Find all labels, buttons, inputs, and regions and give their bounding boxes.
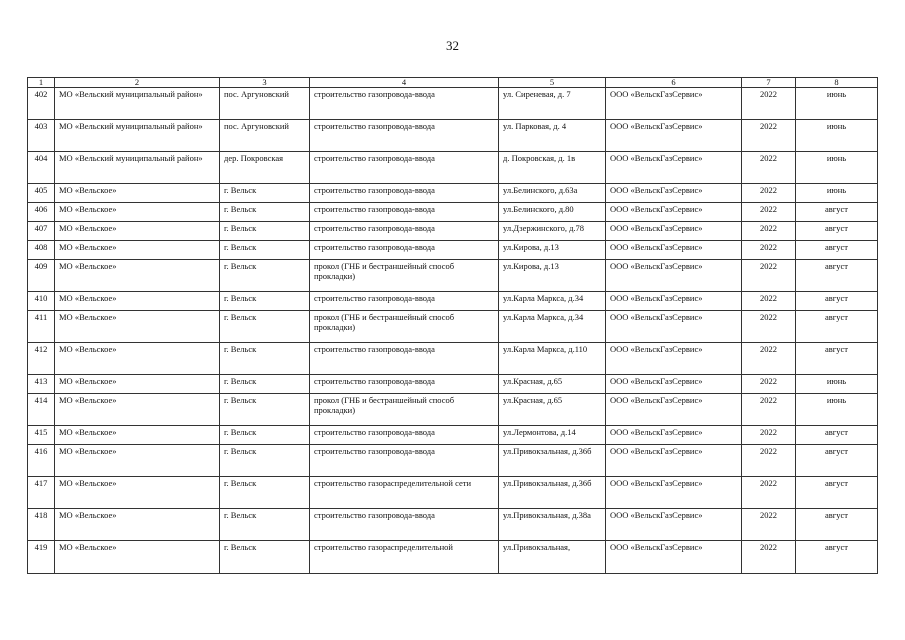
settlement-cell: г. Вельск (220, 203, 310, 222)
municipality-cell: МО «Вельское» (55, 509, 220, 541)
settlement-cell: г. Вельск (220, 477, 310, 509)
table-row (28, 222, 878, 241)
year-cell: 2022 (742, 292, 796, 311)
work-type-cell: строительство газопровода-ввода (310, 343, 499, 375)
address-cell: ул. Сиреневая, д. 7 (499, 88, 606, 120)
address-cell: ул.Кирова, д.13 (499, 241, 606, 260)
row-number-cell: 406 (28, 203, 55, 222)
municipality-cell: МО «Вельское» (55, 343, 220, 375)
row-number-cell: 405 (28, 184, 55, 203)
municipality-cell: МО «Вельский муниципальный район» (55, 152, 220, 184)
year-cell: 2022 (742, 241, 796, 260)
month-cell: август (796, 311, 878, 343)
contractor-cell: ООО «ВельскГазСервис» (606, 203, 742, 222)
work-type-cell: строительство газопровода-ввода (310, 375, 499, 394)
contractor-cell: ООО «ВельскГазСервис» (606, 477, 742, 509)
municipality-cell: МО «Вельское» (55, 426, 220, 445)
month-cell: август (796, 426, 878, 445)
table-row (28, 541, 878, 574)
year-cell: 2022 (742, 541, 796, 574)
municipality-cell: МО «Вельское» (55, 292, 220, 311)
work-type-cell: строительство газопровода-ввода (310, 241, 499, 260)
municipality-cell: МО «Вельское» (55, 394, 220, 426)
municipality-cell: МО «Вельское» (55, 541, 220, 574)
column-header: 2 (55, 78, 220, 88)
municipality-cell: МО «Вельское» (55, 445, 220, 477)
work-type-cell: строительство газопровода-ввода (310, 120, 499, 152)
table-row (28, 152, 878, 184)
month-cell: август (796, 509, 878, 541)
work-type-cell: строительство газопровода-ввода (310, 292, 499, 311)
column-header: 8 (796, 78, 878, 88)
settlement-cell: г. Вельск (220, 292, 310, 311)
table-header-row (28, 78, 878, 88)
month-cell: август (796, 477, 878, 509)
month-cell: июнь (796, 394, 878, 426)
year-cell: 2022 (742, 375, 796, 394)
column-header: 4 (310, 78, 499, 88)
column-header: 3 (220, 78, 310, 88)
address-cell: ул.Красная, д.65 (499, 375, 606, 394)
year-cell: 2022 (742, 394, 796, 426)
address-cell: ул.Карла Маркса, д.110 (499, 343, 606, 375)
municipality-cell: МО «Вельское» (55, 477, 220, 509)
address-cell: ул.Карла Маркса, д.34 (499, 292, 606, 311)
address-cell: ул.Кирова, д.13 (499, 260, 606, 292)
work-type-cell: строительство газопровода-ввода (310, 426, 499, 445)
contractor-cell: ООО «ВельскГазСервис» (606, 426, 742, 445)
table-row (28, 292, 878, 311)
table-row (28, 203, 878, 222)
row-number-cell: 402 (28, 88, 55, 120)
contractor-cell: ООО «ВельскГазСервис» (606, 375, 742, 394)
work-type-cell: строительство газопровода-ввода (310, 445, 499, 477)
work-type-cell: строительство газопровода-ввода (310, 509, 499, 541)
column-header: 7 (742, 78, 796, 88)
address-cell: ул.Лермонтова, д.14 (499, 426, 606, 445)
row-number-cell: 408 (28, 241, 55, 260)
address-cell: ул.Привокзальная, д.36б (499, 445, 606, 477)
address-cell: ул.Привокзальная, (499, 541, 606, 574)
column-header: 6 (606, 78, 742, 88)
year-cell: 2022 (742, 203, 796, 222)
row-number-cell: 403 (28, 120, 55, 152)
contractor-cell: ООО «ВельскГазСервис» (606, 184, 742, 203)
page-number: 32 (446, 38, 459, 53)
table-row (28, 394, 878, 426)
month-cell: август (796, 203, 878, 222)
year-cell: 2022 (742, 184, 796, 203)
address-cell: ул.Белинского, д.80 (499, 203, 606, 222)
contractor-cell: ООО «ВельскГазСервис» (606, 311, 742, 343)
settlement-cell: г. Вельск (220, 509, 310, 541)
settlement-cell: г. Вельск (220, 222, 310, 241)
year-cell: 2022 (742, 222, 796, 241)
year-cell: 2022 (742, 120, 796, 152)
month-cell: август (796, 445, 878, 477)
table-row (28, 311, 878, 343)
year-cell: 2022 (742, 509, 796, 541)
address-cell: ул. Парковая, д. 4 (499, 120, 606, 152)
year-cell: 2022 (742, 260, 796, 292)
settlement-cell: г. Вельск (220, 260, 310, 292)
table-body (28, 88, 878, 574)
row-number-cell: 417 (28, 477, 55, 509)
month-cell: июнь (796, 152, 878, 184)
municipality-cell: МО «Вельское» (55, 222, 220, 241)
contractor-cell: ООО «ВельскГазСервис» (606, 445, 742, 477)
row-number-cell: 409 (28, 260, 55, 292)
month-cell: август (796, 343, 878, 375)
month-cell: август (796, 292, 878, 311)
work-type-cell: строительство газораспределительной (310, 541, 499, 574)
table-row (28, 509, 878, 541)
settlement-cell: г. Вельск (220, 541, 310, 574)
address-cell: ул.Привокзальная, д.36б (499, 477, 606, 509)
row-number-cell: 411 (28, 311, 55, 343)
contractor-cell: ООО «ВельскГазСервис» (606, 222, 742, 241)
municipality-cell: МО «Вельское» (55, 375, 220, 394)
table-row (28, 445, 878, 477)
contractor-cell: ООО «ВельскГазСервис» (606, 260, 742, 292)
work-type-cell: строительство газопровода-ввода (310, 184, 499, 203)
gas-works-table (27, 77, 878, 574)
column-header: 1 (28, 78, 55, 88)
month-cell: июнь (796, 375, 878, 394)
work-type-cell: строительство газопровода-ввода (310, 152, 499, 184)
table-row (28, 375, 878, 394)
municipality-cell: МО «Вельский муниципальный район» (55, 88, 220, 120)
contractor-cell: ООО «ВельскГазСервис» (606, 241, 742, 260)
contractor-cell: ООО «ВельскГазСервис» (606, 152, 742, 184)
work-type-cell: прокол (ГНБ и бестраншейный способ прокладки) (310, 260, 499, 292)
municipality-cell: МО «Вельское» (55, 184, 220, 203)
settlement-cell: г. Вельск (220, 426, 310, 445)
contractor-cell: ООО «ВельскГазСервис» (606, 394, 742, 426)
month-cell: август (796, 260, 878, 292)
table-row (28, 343, 878, 375)
settlement-cell: г. Вельск (220, 184, 310, 203)
contractor-cell: ООО «ВельскГазСервис» (606, 541, 742, 574)
row-number-cell: 416 (28, 445, 55, 477)
address-cell: ул.Красная, д.65 (499, 394, 606, 426)
settlement-cell: г. Вельск (220, 343, 310, 375)
work-type-cell: прокол (ГНБ и бестраншейный способ прокладки) (310, 311, 499, 343)
address-cell: ул.Белинского, д.63а (499, 184, 606, 203)
table-row (28, 120, 878, 152)
settlement-cell: пос. Аргуновский (220, 88, 310, 120)
table-row (28, 241, 878, 260)
table-row (28, 184, 878, 203)
column-header: 5 (499, 78, 606, 88)
row-number-cell: 407 (28, 222, 55, 241)
year-cell: 2022 (742, 88, 796, 120)
settlement-cell: г. Вельск (220, 394, 310, 426)
contractor-cell: ООО «ВельскГазСервис» (606, 88, 742, 120)
contractor-cell: ООО «ВельскГазСервис» (606, 509, 742, 541)
year-cell: 2022 (742, 311, 796, 343)
municipality-cell: МО «Вельское» (55, 203, 220, 222)
table-row (28, 477, 878, 509)
settlement-cell: г. Вельск (220, 375, 310, 394)
row-number-cell: 418 (28, 509, 55, 541)
contractor-cell: ООО «ВельскГазСервис» (606, 120, 742, 152)
year-cell: 2022 (742, 445, 796, 477)
settlement-cell: дер. Покровская (220, 152, 310, 184)
row-number-cell: 413 (28, 375, 55, 394)
municipality-cell: МО «Вельский муниципальный район» (55, 120, 220, 152)
work-type-cell: строительство газопровода-ввода (310, 222, 499, 241)
address-cell: ул.Привокзальная, д.38а (499, 509, 606, 541)
month-cell: август (796, 241, 878, 260)
contractor-cell: ООО «ВельскГазСервис» (606, 292, 742, 311)
month-cell: июнь (796, 184, 878, 203)
settlement-cell: пос. Аргуновский (220, 120, 310, 152)
municipality-cell: МО «Вельское» (55, 311, 220, 343)
work-type-cell: строительство газопровода-ввода (310, 88, 499, 120)
work-type-cell: строительство газопровода-ввода (310, 203, 499, 222)
address-cell: ул.Карла Маркса, д.34 (499, 311, 606, 343)
row-number-cell: 415 (28, 426, 55, 445)
settlement-cell: г. Вельск (220, 311, 310, 343)
settlement-cell: г. Вельск (220, 241, 310, 260)
table-row (28, 426, 878, 445)
year-cell: 2022 (742, 426, 796, 445)
table-row (28, 260, 878, 292)
municipality-cell: МО «Вельское» (55, 241, 220, 260)
row-number-cell: 404 (28, 152, 55, 184)
contractor-cell: ООО «ВельскГазСервис» (606, 343, 742, 375)
month-cell: август (796, 541, 878, 574)
table-row (28, 88, 878, 120)
municipality-cell: МО «Вельское» (55, 260, 220, 292)
year-cell: 2022 (742, 343, 796, 375)
year-cell: 2022 (742, 152, 796, 184)
month-cell: август (796, 222, 878, 241)
year-cell: 2022 (742, 477, 796, 509)
work-type-cell: прокол (ГНБ и бестраншейный способ прокладки) (310, 394, 499, 426)
row-number-cell: 419 (28, 541, 55, 574)
row-number-cell: 412 (28, 343, 55, 375)
address-cell: д. Покровская, д. 1в (499, 152, 606, 184)
address-cell: ул.Дзержинского, д.78 (499, 222, 606, 241)
row-number-cell: 410 (28, 292, 55, 311)
work-type-cell: строительство газораспределительной сети (310, 477, 499, 509)
row-number-cell: 414 (28, 394, 55, 426)
settlement-cell: г. Вельск (220, 445, 310, 477)
month-cell: июнь (796, 120, 878, 152)
month-cell: июнь (796, 88, 878, 120)
